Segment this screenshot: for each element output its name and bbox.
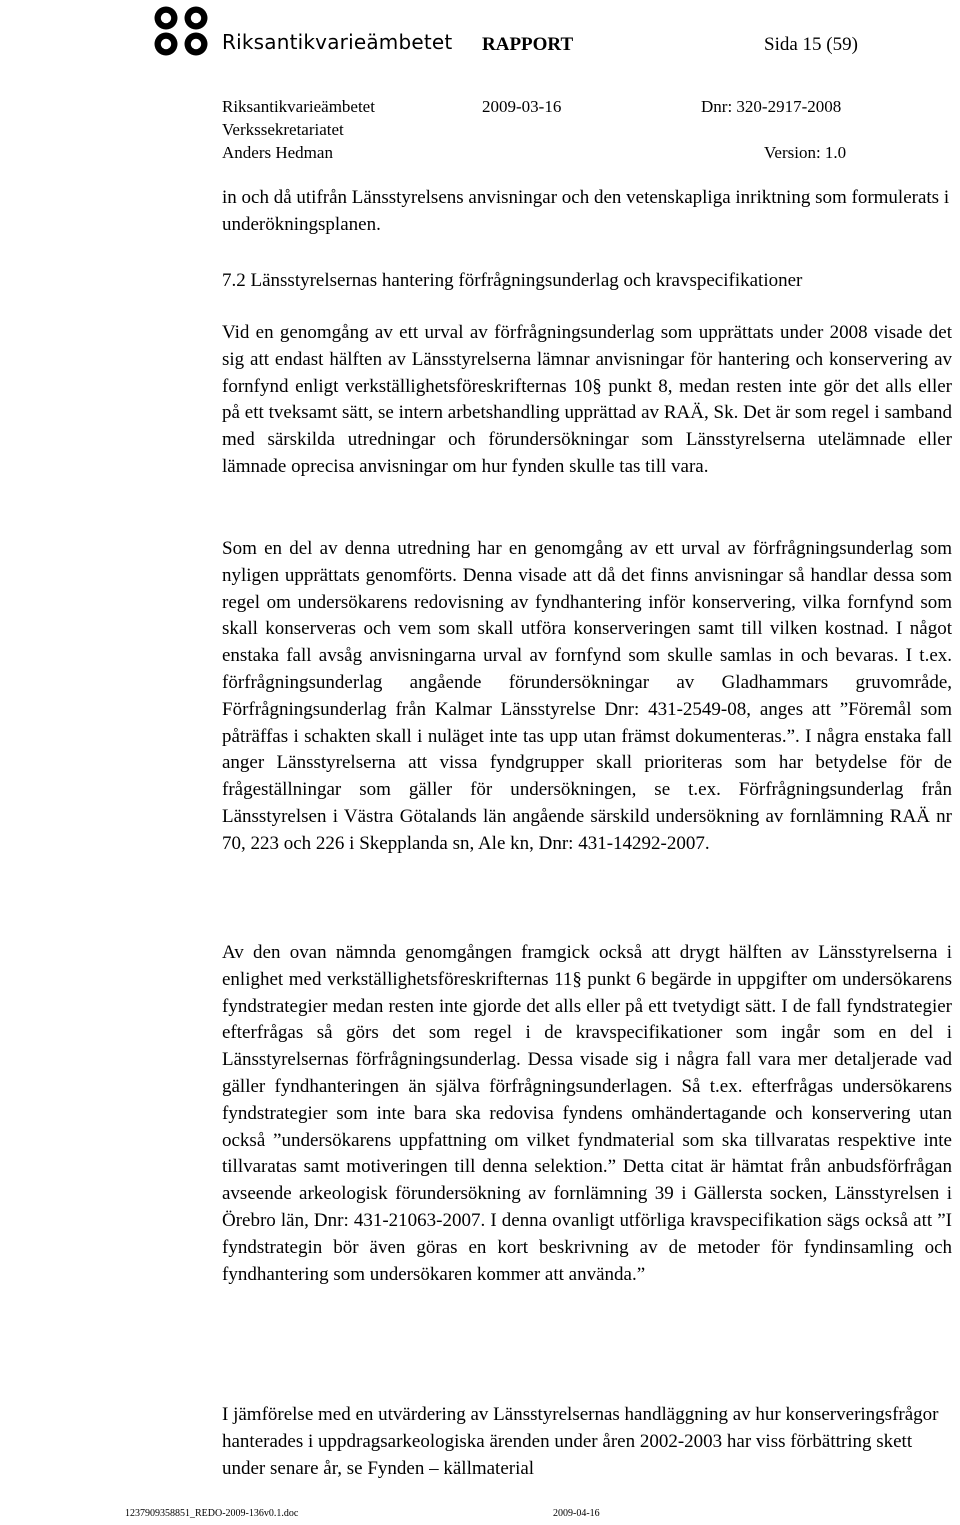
department: Verkssekretariatet	[222, 120, 344, 139]
org-name: Riksantikvarieämbetet	[222, 30, 453, 54]
org-short: Riksantikvarieämbetet	[222, 97, 375, 116]
intro-paragraph: in och då utifrån Länsstyrelsens anvisningar och den vetenskapliga inriktning som formulerats i underökningsplanen.	[222, 187, 950, 235]
section-heading: 7.2 Länsstyrelsernas hantering förfrågningsunderlag och kravspecifikationer	[222, 270, 803, 291]
document-dnr: Dnr: 320-2917-2008	[701, 97, 842, 116]
author: Anders Hedman	[222, 143, 333, 162]
doc-type: RAPPORT	[482, 34, 574, 55]
footer-filename: 1237909358851_REDO-2009-136v0.1.doc	[125, 1508, 299, 1519]
paragraph-1: Vid en genomgång av ett urval av förfrågningsunderlag som upprättats under 2008 visade det sig att endast hälften av Länsstyrelserna lämnar anvisningar för hantering och konservering av fornfynd enligt verkställighetsföreskrifternas 10§ punkt 8, medan resten inte gör det alls eller på ett tveksamt sätt, se intern arbetshandling upprättad av RAÄ, Sk. Det är som regel i samband med särskilda utredningar och förundersökningar som Länsstyrelserna utelämnade eller lämnade oprecisa anvisningar om hur fynden skulle tas till vara.	[222, 322, 952, 477]
paragraph-3: Av den ovan nämnda genomgången framgick också att drygt hälften av Länsstyrelserna i enlighet med verkställighetsföreskrifternas 11§ punkt 6 begärde in uppgifter om undersökarens fyndstrategier medan resten inte gjorde det alls eller på ett tvetydigt sätt. I de fall fyndstrategier efterfrågas så görs det som regel i de kravspecifikationer som ingår som en del i Länsstyrelsernas förfrågningsunderlag. Dessa visade sig i några fall vara mer detaljerade vad gäller fyndhanteringen än själva förfrågningsunderlagen. Så t.ex. efterfrågas undersökarens fyndstrategier som inte bara ska redovisa fyndens omhändertagande och konservering utan också ”undersökarens uppfattning om vilket fyndmaterial som ska tillvaratas respektive inte tillvaratas samt motiveringen till denna selektion.” Detta citat är hämtat från anbudsförfrågan avseende arkeologisk förundersökning av fornlämning 39 i Gällersta socken, Länsstyrelsen i Örebro län, Dnr: 431-21063-2007. I denna ovanligt utförliga kravspecifikation sägs också att ”I fyndstrategin bör även göras en kort beskrivning av de metoder för fyndinsamling och fyndhantering som undersökaren kommer att använda.”	[222, 942, 952, 1285]
version: Version: 1.0	[764, 143, 847, 162]
paragraph-2: Som en del av denna utredning har en genomgång av ett urval av förfrågningsunderlag som nyligen upprättats genomförts. Denna visade att då det finns anvisningar så handlar dessa som regel om undersökarens redovisning av fyndhantering inför konservering, vilka fornfynd som skall konserveras och vem som skall utföra konserveringen samt till vilken kostnad. I något enstaka fall avsåg anvisningarna urval av fornfynd som skulle samlas in och bevaras. I t.ex. förfrågningsunderlag angående förundersökningar av Gladhammars gruvområde, Förfrågningsunderlag från Kalmar Länsstyrelse Dnr: 431-2549-08, anges att ”Föremål som påträffas i schakten skall i nuläget inte tas upp utan främst dokumenteras.”. I några enstaka fall anger Länsstyrelserna att vissa fyndgrupper skall prioriteras som har betydelse för de frågeställningar som gäller för undersökningen, se t.ex. Förfrågningsunderlag från Länsstyrelsen i Västra Götalands län angående särskild undersökning av fornlämning RAÄ nr 70, 223 och 226 i Skepplanda sn, Ale kn, Dnr: 431-14292-2007.	[222, 538, 952, 854]
document-date: 2009-03-16	[482, 97, 562, 116]
page-number: Sida 15 (59)	[764, 34, 858, 55]
paragraph-4: I jämförelse med en utvärdering av Länsstyrelsernas handläggning av hur konserveringsfrågor hanterades i uppdragsarkeologiska ärenden under åren 2002-2003 har viss förbättring skett under senare år, se Fynden – källmaterial	[222, 1404, 939, 1479]
footer-date: 2009-04-16	[553, 1508, 600, 1519]
raa-logo-icon	[152, 5, 210, 57]
